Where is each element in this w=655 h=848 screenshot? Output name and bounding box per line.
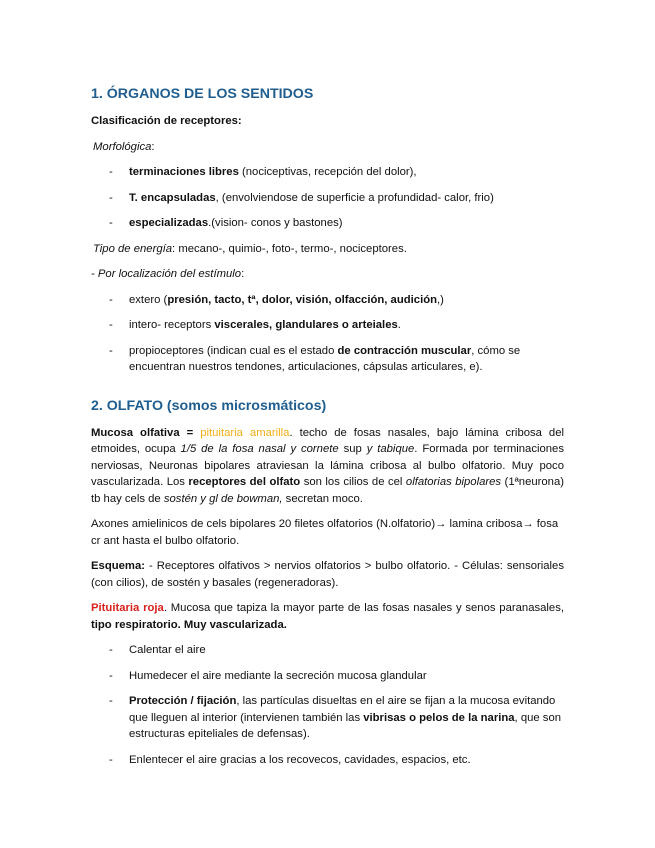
list-item: - Humedecer el aire mediante la secreción mucosa glandular xyxy=(109,669,427,682)
section-2-title: 2. OLFATO (somos microsmáticos) xyxy=(91,397,327,414)
list-item: - Calentar el aire xyxy=(109,644,206,656)
list-item: - especializadas.(vision- conos y bastones) xyxy=(109,217,343,229)
list-item: - intero- receptors viscerales, glandulares o arteiales. xyxy=(109,319,401,331)
list-item: - extero (presión, tacto, tª, dolor, visión, olfacción, audición,) xyxy=(109,293,444,306)
section-1-title: 1. ÓRGANOS DE LOS SENTIDOS xyxy=(91,86,314,102)
clasificacion-heading: Clasificación de receptores: xyxy=(91,115,242,127)
morfologica-line: Morfológica: xyxy=(93,140,155,153)
list-item: - propioceptores (indican cual es el estado de contracción muscular, cómo se encuentran nuestros tendones, articulaciones, cápsulas articulares, e). xyxy=(109,344,521,373)
morfologica-label: Morfológica xyxy=(93,140,152,153)
document-page xyxy=(91,86,564,777)
localizacion-line: - Por localización del estímulo: xyxy=(91,268,245,280)
pituitaria-roja-paragraph: Pituitaria roja. Mucosa que tapiza la mayor parte de las fosas nasales y senos paranasales, tipo respiratorio. Muy vascularizada. xyxy=(91,602,564,631)
esquema-paragraph: Esquema: - Receptores olfativos > nervios olfatorios > bulbo olfatorio. - Células: sensoriales (con cilios), de sostén y basales (regeneradoras). xyxy=(91,560,564,589)
list-item: - Protección / fijación, las partículas disueltas en el aire se fijan a la mucosa evitando que lleguen al interior (intervienen también las vibrisas o pelos de la narina, que son estructuras epiteliales de defensas). xyxy=(109,695,562,740)
tipo-energia-line: Tipo de energía: mecano-, quimio-, foto-, termo-, nociceptores. xyxy=(93,242,407,255)
list-item: - T. encapsuladas, (envolviendose de superficie a profundidad- calor, frio) xyxy=(109,191,494,204)
list-item: - terminaciones libres (nociceptivas, recepción del dolor), xyxy=(109,166,417,178)
list-item: - Enlentecer el aire gracias a los recovecos, cavidades, espacios, etc. xyxy=(109,753,471,766)
mucosa-olfativa-paragraph: Mucosa olfativa = pituitaria amarilla. techo de fosas nasales, bajo lámina cribosa del etmoides, ocupa 1/5 de la fosa nasal y cornete sup y tabique. Formada por terminaciones nerviosas, Neuronas bipolares atraviesan la lámina cribosa al bulbo olfatorio. Muy poco vascularizada. Los receptores del olfato son los cilios de cel olfatorias bipolares (1ªneurona) tb hay cels de sostén y gl de bowman, secretan moco. xyxy=(91,426,565,505)
axones-paragraph: Axones amielinicos de cels bipolares 20 filetes olfatorios (N.olfatorio)→ lamina cribosa→ fosa cr ant hasta el bulbo olfatorio. xyxy=(91,518,559,547)
